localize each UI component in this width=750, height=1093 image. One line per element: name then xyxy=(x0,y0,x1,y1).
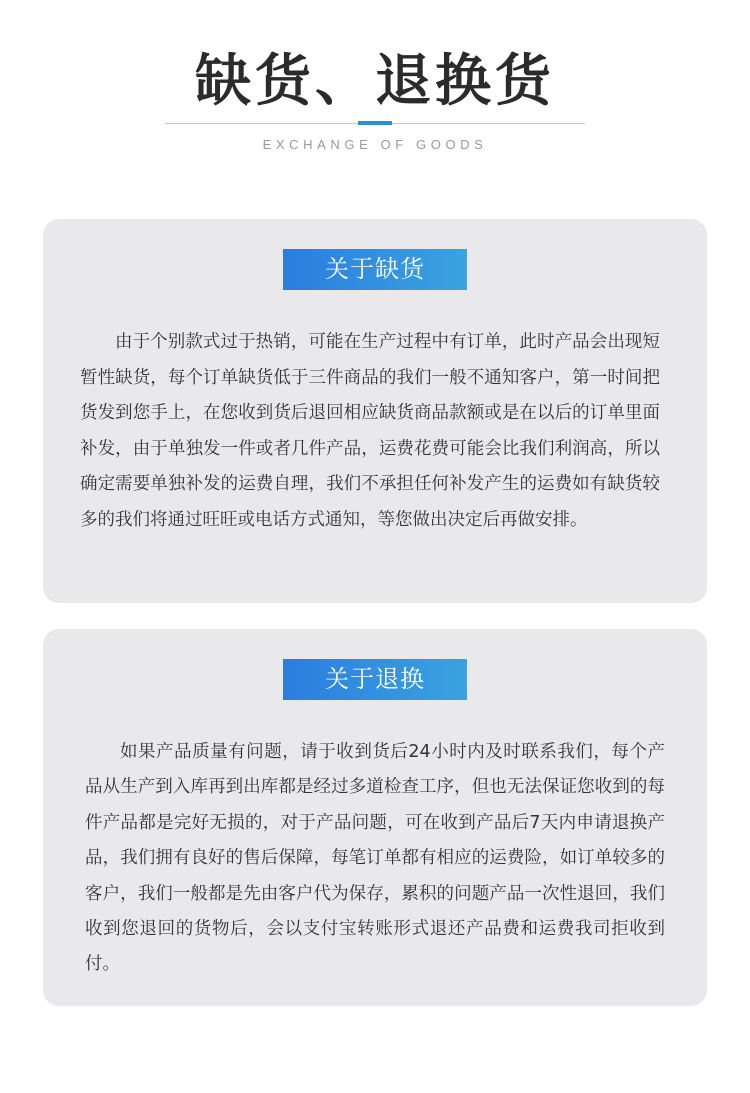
page-subtitle: EXCHANGE OF GOODS xyxy=(262,137,488,152)
exchange-section-title: 关于退换 xyxy=(283,659,467,700)
page-header xyxy=(0,0,750,170)
page-title: 缺货、退换货 xyxy=(195,49,555,114)
title-accent-bar xyxy=(358,121,392,125)
shortage-section-body: 由于个别款式过于热销，可能在生产过程中有订单，此时产品会出现短暂性缺货，每个订单缺货低于三件商品的我们一般不通知客户，第一时间把货发到您手上，在您收到货后退回相应缺货商品款额或是在以后的订单里面补发，由于单独发一件或者几件产品，运费花费可能会比我们利润高，所以确定需要单独补发的运费自理，我们不承担任何补发产生的运费如有缺货较多的我们将通过旺旺或电话方式通知，等您做出决定后再做安排。 xyxy=(80,332,660,530)
exchange-card xyxy=(43,629,707,1006)
shortage-card xyxy=(43,219,707,603)
shortage-section-title: 关于缺货 xyxy=(283,249,467,290)
exchange-section-body: 如果产品质量有问题，请于收到货后24小时内及时联系我们，每个产品从生产到入库再到出库都是经过多道检查工序，但也无法保证您收到的每件产品都是完好无损的，对于产品问题，可在收到产品后7天内申请退换产品，我们拥有良好的售后保障，每笔订单都有相应的运费险，如订单较多的客户，我们一般都是先由客户代为保存，累积的问题产品一次性退回，我们收到您退回的货物后，会以支付宝转账形式退还产品费和运费我司拒收到付。 xyxy=(85,742,665,975)
